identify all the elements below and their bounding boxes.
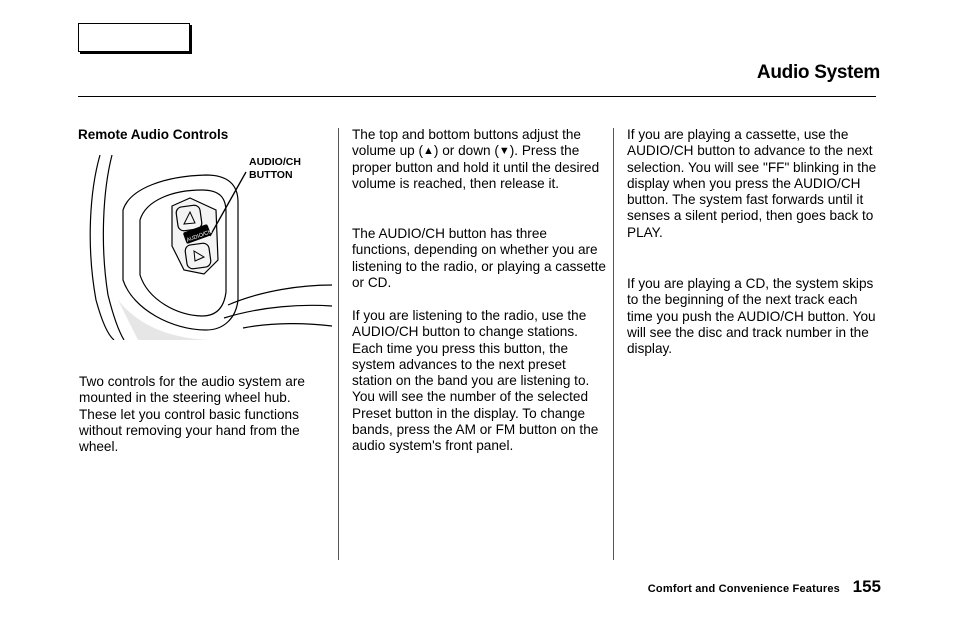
section-tab-box (78, 23, 190, 52)
footer-section-title: Comfort and Convenience Features (647, 583, 840, 595)
volume-text-1: The top and bottom buttons adjust the volume up ( (352, 127, 581, 159)
callout-line-1: AUDIO/CH (249, 156, 301, 168)
callout-line-2: BUTTON (249, 169, 293, 181)
page-title: Audio System (756, 62, 880, 83)
intro-paragraph: Two controls for the audio system are mounted in the steering wheel hub. These let you control basic functions without removing your hand from the wheel. (79, 374, 305, 455)
functions-paragraph: The AUDIO/CH button has three functions, depending on whether you are listening to the radio, or playing a cassette or CD. (352, 226, 606, 290)
cd-paragraph: If you are playing a CD, the system skips to the beginning of the next track each time you push the AUDIO/CH button. You will see the disc and track number in the display. (627, 276, 876, 357)
radio-paragraph: If you are listening to the radio, use the AUDIO/CH button to change stations. Each time you press this button, the system advances to the next preset station on the band you are listening to. You will see the number of the selected Preset button in the display. To change bands, press the AM or FM button on the audio system's front panel. (352, 308, 599, 454)
cassette-paragraph: If you are playing a cassette, use the AUDIO/CH button to advance to the next selection. You will see "FF" blinking in the display when you press the AUDIO/CH button. The system fast forwards until it senses a silent period, then goes back to PLAY. (627, 127, 877, 240)
column-divider-1 (338, 128, 339, 560)
down-triangle-icon: ▼ (498, 145, 510, 158)
up-triangle-icon: ▲ (423, 145, 434, 158)
title-rule (78, 96, 876, 97)
volume-paragraph (352, 127, 608, 192)
section-heading: Remote Audio Controls (78, 127, 229, 142)
audio-ch-button-callout (249, 156, 301, 182)
volume-text-3: ). Press the proper button and hold it until the desired volume is reached, then release it. (352, 143, 600, 191)
volume-text-2: ) or down ( (433, 143, 499, 159)
column-divider-2 (613, 128, 614, 560)
page-number: 155 (852, 577, 881, 596)
audio-ch-button-marking: AUDIO/CH (185, 228, 214, 244)
